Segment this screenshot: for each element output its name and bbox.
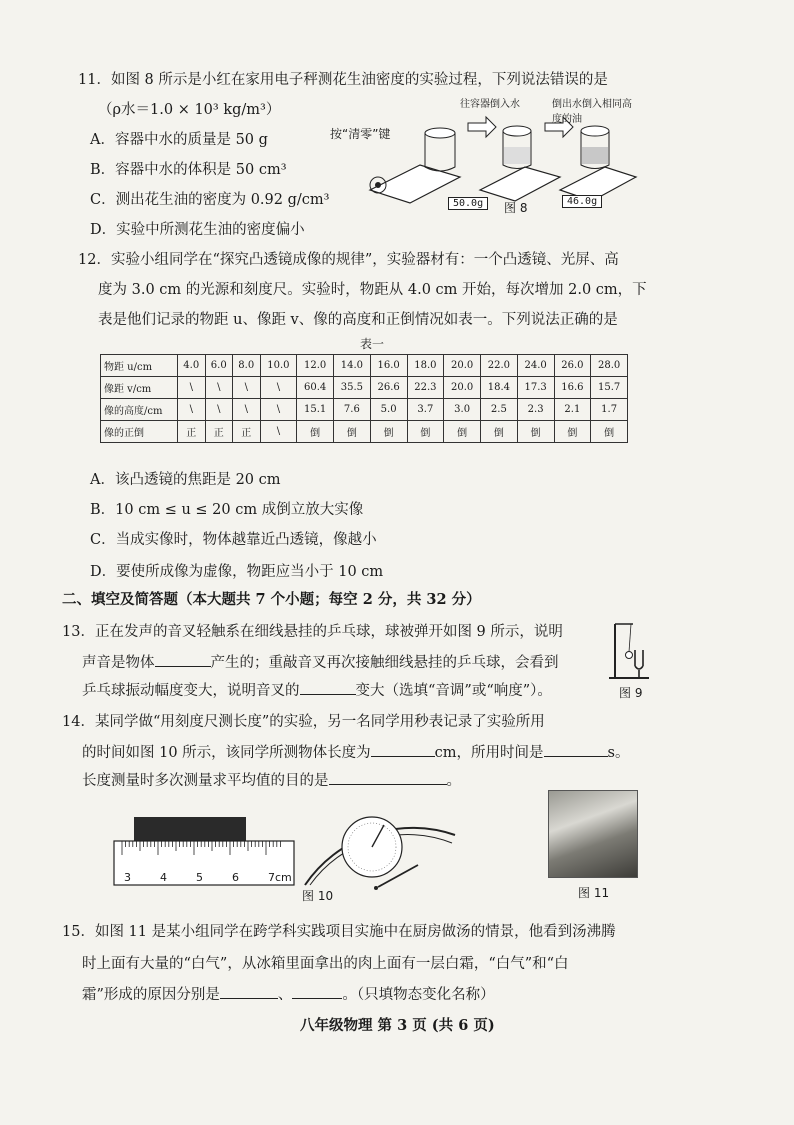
figure-8-caption: 图 8 bbox=[504, 201, 528, 215]
table-1-cell: 2.5 bbox=[481, 399, 518, 421]
figure-10-caption: 图 10 bbox=[302, 889, 334, 903]
figure-8-press-label: 按“清零”键 bbox=[330, 127, 391, 141]
table-1-cell: 倒 bbox=[481, 421, 518, 443]
q12-option-b: B．10 cm ≤ u ≤ 20 cm 成倒立放大实像 bbox=[90, 502, 364, 518]
table-1-cell: 正 bbox=[233, 421, 261, 443]
table-1-cell: \ bbox=[260, 421, 297, 443]
q14-blank-2[interactable] bbox=[544, 742, 608, 757]
table-1-cell: 15.1 bbox=[297, 399, 334, 421]
table-1-cell: 5.0 bbox=[370, 399, 407, 421]
q12-stem-line-2: 度为 3.0 cm 的光源和刻度尺。实验时，物距从 4.0 cm 开始，每次增加 2.0 cm，下 bbox=[98, 282, 647, 298]
figure-11 bbox=[548, 790, 640, 900]
table-1-cell: 22.0 bbox=[481, 355, 518, 377]
table-1-cell: \ bbox=[233, 377, 261, 399]
table-1-cell: 18.0 bbox=[407, 355, 444, 377]
q13-line-3 bbox=[82, 680, 552, 701]
figure-8-reading-2: 46.0g bbox=[562, 195, 602, 208]
q13-blank-1[interactable] bbox=[155, 652, 211, 667]
table-1-cell: 60.4 bbox=[297, 377, 334, 399]
figure-9-drawing bbox=[605, 620, 655, 682]
q12-stem-line-1: 12．实验小组同学在“探究凸透镜成像的规律”，实验器材有：一个凸透镜、光屏、高 bbox=[78, 252, 619, 268]
table-1-cell: \ bbox=[233, 399, 261, 421]
table-1-cell: 26.6 bbox=[370, 377, 407, 399]
section-2-heading: 二、填空及简答题（本大题共 7 个小题；每空 2 分，共 32 分） bbox=[62, 591, 481, 608]
table-1-cell: 倒 bbox=[370, 421, 407, 443]
figure-11-caption: 图 11 bbox=[578, 886, 610, 900]
figure-9-caption: 图 9 bbox=[619, 686, 643, 700]
table-1-cell: 倒 bbox=[517, 421, 554, 443]
q11-option-d: D．实验中所测花生油的密度偏小 bbox=[90, 222, 305, 238]
table-1-row bbox=[101, 399, 628, 421]
table-1-title: 表一 bbox=[360, 337, 385, 351]
ruler-label-6: 6 bbox=[232, 871, 239, 884]
q13-line-3-text-a: 乒乓球振动幅度变大，说明音叉的 bbox=[82, 683, 300, 699]
table-1-cell: 17.3 bbox=[517, 377, 554, 399]
q12-option-c: C．当成实像时，物体越靠近凸透镜，像越小 bbox=[90, 532, 377, 548]
q14-line-1: 14．某同学做“用刻度尺测长度”的实验，另一名同学用秒表记录了实验所用 bbox=[62, 714, 545, 730]
table-1-cell: 正 bbox=[205, 421, 233, 443]
ruler-label-5: 5 bbox=[196, 871, 203, 884]
table-1-cell: \ bbox=[178, 377, 206, 399]
q12-option-d: D．要使所成像为虚像，物距应当小于 10 cm bbox=[90, 564, 384, 580]
q15-blank-1[interactable] bbox=[220, 984, 278, 999]
table-1-cell: 3.0 bbox=[444, 399, 481, 421]
q12-option-a: A．该凸透镜的焦距是 20 cm bbox=[90, 472, 281, 488]
table-1-row-header: 像的高度/cm bbox=[101, 399, 178, 421]
table-1-cell: 倒 bbox=[334, 421, 371, 443]
table-1-cell: \ bbox=[178, 399, 206, 421]
table-1 bbox=[100, 354, 628, 443]
table-1-cell: 15.7 bbox=[591, 377, 628, 399]
table-1-cell: 20.0 bbox=[444, 355, 481, 377]
table-1-cell: 28.0 bbox=[591, 355, 628, 377]
ruler-label-7cm: 7cm bbox=[268, 871, 292, 884]
figure-8 bbox=[330, 95, 640, 220]
table-1-cell: 16.0 bbox=[370, 355, 407, 377]
ruler-label-4: 4 bbox=[160, 871, 167, 884]
q14-blank-1[interactable] bbox=[371, 742, 435, 757]
q15-line-2: 时上面有大量的“白气”，从冰箱里面拿出的肉上面有一层白霜，“白气”和“白 bbox=[82, 956, 569, 972]
q13-line-2-text-b: 产生的；重敲音叉再次接触细线悬挂的乒乓球，会看到 bbox=[210, 655, 559, 671]
figure-9 bbox=[605, 620, 655, 700]
table-1-cell: 倒 bbox=[407, 421, 444, 443]
q15-blank-2[interactable] bbox=[292, 984, 342, 999]
q15-line-3-text-b: 、 bbox=[277, 987, 293, 1003]
table-1-cell: 20.0 bbox=[444, 377, 481, 399]
q14-line-3 bbox=[82, 770, 461, 791]
table-1-cell: 2.1 bbox=[554, 399, 591, 421]
table-1-cell: 10.0 bbox=[260, 355, 297, 377]
table-1-cell: 正 bbox=[178, 421, 206, 443]
q14-line-2 bbox=[82, 742, 630, 763]
q13-line-2-text-a: 声音是物体 bbox=[82, 655, 155, 671]
q11-stem: 11．如图 8 所示是小红在家用电子秤测花生油密度的实验过程，下列说法错误的是 bbox=[78, 72, 608, 88]
figure-8-step2-label: 往容器倒入水 bbox=[460, 99, 520, 110]
q11-option-a: A．容器中水的质量是 50 g bbox=[90, 132, 268, 148]
table-1-row-header: 像的正倒 bbox=[101, 421, 178, 443]
soup-photo bbox=[548, 790, 638, 878]
q15-line-3-text-a: 霜”形成的原因分别是 bbox=[82, 987, 220, 1003]
table-1-cell: 7.6 bbox=[334, 399, 371, 421]
table-1-cell: 14.0 bbox=[334, 355, 371, 377]
table-1-cell: 18.4 bbox=[481, 377, 518, 399]
figure-8-reading-1: 50.0g bbox=[448, 197, 488, 210]
table-1-cell: 6.0 bbox=[205, 355, 233, 377]
q13-line-1: 13．正在发声的音叉轻触系在细线悬挂的乒乓球，球被弹开如图 9 所示，说明 bbox=[62, 624, 563, 640]
table-1-cell: \ bbox=[205, 399, 233, 421]
table-1-cell: \ bbox=[260, 399, 297, 421]
q14-blank-3[interactable] bbox=[329, 770, 447, 785]
table-1-row bbox=[101, 355, 628, 377]
q11-option-c: C．测出花生油的密度为 0.92 g/cm³ bbox=[90, 192, 330, 208]
table-1-cell: 35.5 bbox=[334, 377, 371, 399]
table-1-cell: \ bbox=[205, 377, 233, 399]
table-1-cell: \ bbox=[260, 377, 297, 399]
table-1-cell: 倒 bbox=[591, 421, 628, 443]
table-1-row-header: 像距 v/cm bbox=[101, 377, 178, 399]
table-1-cell: 1.7 bbox=[591, 399, 628, 421]
ruler-label-3: 3 bbox=[124, 871, 131, 884]
figure-8-step3-label: 倒出水倒入相同高度的油 bbox=[552, 99, 632, 125]
q14-line-2-text-a: 的时间如图 10 所示，该同学所测物体长度为 bbox=[82, 745, 371, 761]
q14-line-2-text-c: s。 bbox=[607, 745, 630, 761]
q11-given: （ρ水＝1.0 × 10³ kg/m³） bbox=[98, 102, 281, 118]
q14-line-2-text-b: cm，所用时间是 bbox=[434, 745, 544, 761]
table-1-row bbox=[101, 421, 628, 443]
table-1-cell: 22.3 bbox=[407, 377, 444, 399]
q14-line-3-text-a: 长度测量时多次测量求平均值的目的是 bbox=[82, 773, 329, 789]
q15-line-3 bbox=[82, 984, 495, 1005]
q12-stem-line-3: 表是他们记录的物距 u、像距 v、像的高度和正倒情况如表一。下列说法正确的是 bbox=[98, 312, 618, 328]
table-1-cell: 8.0 bbox=[233, 355, 261, 377]
table-1-row bbox=[101, 377, 628, 399]
table-1-cell: 26.0 bbox=[554, 355, 591, 377]
table-1-cell: 16.6 bbox=[554, 377, 591, 399]
table-1-cell: 2.3 bbox=[517, 399, 554, 421]
q15-line-1: 15．如图 11 是某小组同学在跨学科实践项目实施中在厨房做汤的情景，他看到汤沸腾 bbox=[62, 924, 616, 940]
q11-option-b: B．容器中水的体积是 50 cm³ bbox=[90, 162, 287, 178]
q13-blank-2[interactable] bbox=[300, 680, 356, 695]
table-1-cell: 12.0 bbox=[297, 355, 334, 377]
q14-line-3-text-b: 。 bbox=[446, 773, 461, 789]
table-1-cell: 倒 bbox=[444, 421, 481, 443]
table-1-cell: 倒 bbox=[554, 421, 591, 443]
table-1-cell: 24.0 bbox=[517, 355, 554, 377]
table-1-row-header: 物距 u/cm bbox=[101, 355, 178, 377]
figure-10 bbox=[110, 795, 460, 905]
table-1-cell: 倒 bbox=[297, 421, 334, 443]
q13-line-2 bbox=[82, 652, 559, 673]
q13-line-3-text-b: 变大（选填“音调”或“响度”）。 bbox=[355, 683, 552, 699]
table-1-cell: 4.0 bbox=[178, 355, 206, 377]
table-1-cell: 3.7 bbox=[407, 399, 444, 421]
page-footer: 八年级物理 第 3 页 (共 6 页) bbox=[300, 1017, 495, 1034]
q15-line-3-text-c: 。（只填物态变化名称） bbox=[342, 987, 495, 1003]
